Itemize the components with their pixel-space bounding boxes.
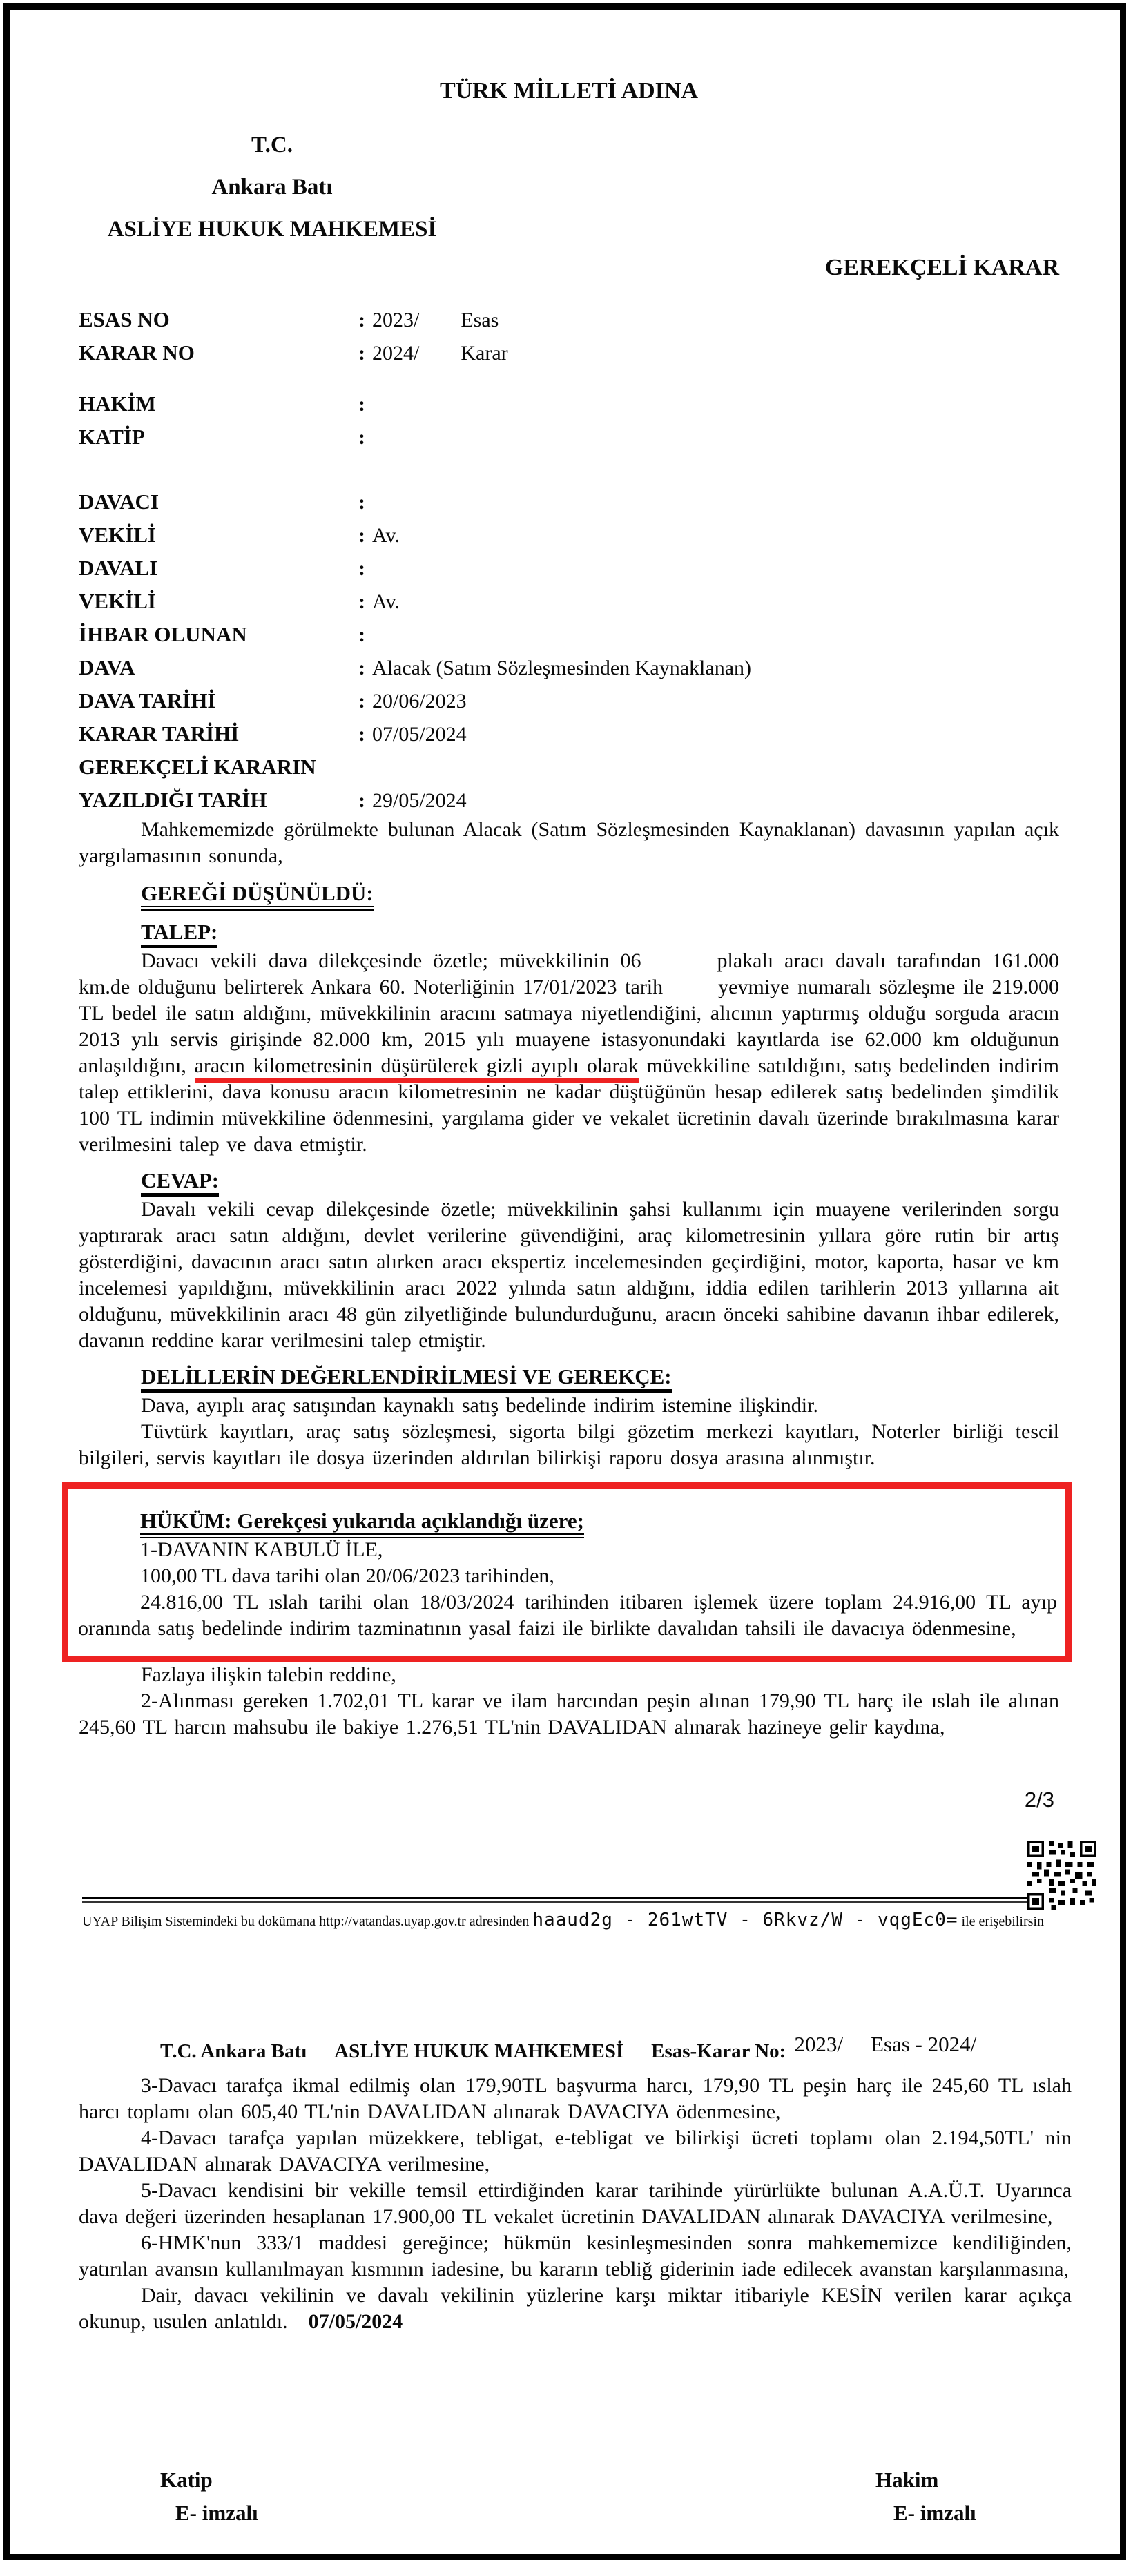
info-row-dava-tarihi (79, 684, 1059, 717)
after-box-paragraph-2: 2-Alınması gereken 1.702,01 TL karar ve ilam harcından peşin alınan 179,90 TL harç ile ıslah ile alınan 245,60 TL harcın mahsubu ile bakiye 1.276,51 TL'nin DAVALIDAN alınarak hazineye gelir kaydına, (79, 1689, 1059, 1739)
uyap-footer-prefix: UYAP Bilişim Sistemindeki bu dokümana http://vatandas.uyap.gov.tr adresinden (82, 1914, 530, 1929)
info-row-hakim (79, 387, 1059, 420)
after-box-paragraph-1: Fazlaya ilişkin talebin reddine, (141, 1663, 396, 1686)
footer-divider-line (82, 1897, 1027, 1903)
case-info-table (79, 303, 1059, 817)
info-value: 29/05/2024 (372, 789, 467, 812)
decision-item-4: 4-Davacı tarafça yapılan müzekkere, tebligat, e-tebligat ve bilirkişi ücreti toplamı olan 2.194,50TL' nin DAVALIDAN alınarak DAVACIYA verilmesine, (79, 2127, 1072, 2176)
court-header-name: ASLİYE HUKUK MAHKEMESİ (107, 217, 437, 242)
info-row-karar-tarihi (79, 717, 1059, 750)
info-label: KATİP (79, 425, 145, 449)
hakim-esignature: E- imzalı (893, 2501, 976, 2525)
uyap-footer-suffix: ile erişebilirsin (961, 1914, 1044, 1929)
uyap-footer (82, 1910, 1044, 1930)
gerekce-paragraph-2: Tüvtürk kayıtları, araç satış sözleşmesi, sigorta bilgi gözetim merkezi kayıtları, Noterler birliği tescil bilgileri, servis kayıtları ile dosya üzerinden aldırılan bilirkişi raporu dosya arasına alınmıştır. (79, 1420, 1059, 1469)
info-row-vekili-1 (79, 519, 1059, 552)
hukum-item-1: 1-DAVANIN KABULÜ İLE, (140, 1538, 383, 1561)
info-colon: : (358, 657, 365, 679)
page2-header-esas-no: 2023/ (794, 2032, 843, 2056)
page2-header-court-name: ASLİYE HUKUK MAHKEMESİ (334, 2040, 624, 2062)
talep-seg2: plakalı aracı davalı tarafından 161.000 km.de olduğunu belirterek Ankara 60. Noterliğinin 17/01/2023 tarih (79, 949, 1059, 998)
page2-header-court: T.C. Ankara Batı (160, 2040, 307, 2062)
gerekce-paragraph-1: Dava, ayıplı araç satışından kaynaklı satış bedelinde indirim istemine ilişkindir. (141, 1394, 818, 1417)
decision-item-6: 6-HMK'nun 333/1 maddesi gereğince; hükmün kesinleşmesinden sonra mahkememizce kendiliğinden, yatırılan avansın kullanılmayan kısmının iadesine, bu kararın tebliğ giderinin iade edilecek avanstan karşılanmasına, (79, 2231, 1072, 2280)
info-colon: : (358, 557, 365, 580)
court-header (72, 124, 472, 251)
intro-paragraph: Mahkememizde görülmekte bulunan Alacak (Satım Sözleşmesinden Kaynaklanan) davasının yapılan açık yargılamasının sonunda, (79, 818, 1059, 867)
red-underlined-phrase: aracın kilometresinin düşürülerek gizli ayıplı olarak (195, 1054, 639, 1083)
info-label: HAKİM (79, 391, 156, 416)
page-number: 2/3 (1024, 1788, 1054, 1812)
court-decision-page (3, 3, 1126, 2560)
info-value: 2024/ (372, 342, 420, 365)
info-row-davaci (79, 485, 1059, 519)
info-label: VEKİLİ (79, 589, 156, 613)
decision-item-5: 5-Davacı kendisini bir vekille temsil ettirdiğinden karar tarihinde yürürlükte bulunan A.A.Ü.T. Uyarınca dava değeri üzerinden hesaplanan 17.900,00 TL vekalet ücretinin DAVALIDAN alınarak DAVACIYA verilmesine, (79, 2179, 1072, 2228)
info-value-suffix: Esas (461, 309, 499, 331)
info-row-karar-no (79, 336, 1059, 369)
info-label: DAVACI (79, 490, 159, 514)
qr-code (1027, 1841, 1096, 1910)
decision-date: 07/05/2024 (308, 2310, 403, 2333)
info-row-vekili-2 (79, 585, 1059, 618)
talep-seg4: müvekkiline satıldığını, satış bedelinden indirim talep ettiklerini, dava konusu aracın kilometresinin ne kadar düştüğünün hesap edilerek satış bedelinden şimdilik 100 TL indimin müvekkiline ödenmesini, yargılama gider ve vekalet ücretinin davalı üzerinde bırakılmasına karar verilmesini talep ve dava etmiştir. (79, 1054, 1059, 1156)
page2-header-karar-no: Esas - 2024/ (870, 2032, 977, 2056)
info-label: KARAR TARİHİ (79, 722, 240, 746)
page2-body (79, 2073, 1072, 2335)
section-heading-cevap: CEVAP: (141, 1165, 1059, 1197)
info-row-ihbar-olunan (79, 618, 1059, 651)
hukum-item-3: 24.816,00 TL ıslah tarihi olan 18/03/2024 tarihinden itibaren işlemek üzere toplam 24.916,00 TL ayıp oranında satış bedelinde indirim tazminatının yasal faizi ile birlikte davalıdan tahsili ile davacıya ödenmesine, (78, 1591, 1057, 1640)
page-content (10, 76, 1120, 1741)
info-colon: : (358, 789, 365, 812)
court-header-tc: T.C. (251, 133, 293, 157)
info-row-katip (79, 420, 1059, 454)
info-label: ESAS NO (79, 307, 170, 331)
talep-seg3: yevmiye numaralı sözleşme ile 219.000 TL bedel ile satın aldığını, müvekkilinin aracını satmaya niyetlendiğini, alıcının yaptırmış olduğu sorguda aracın 2013 yılı servis girişinde 82.000 km, 2015 yılı muayene istasyonundaki kayıtlarda ise 62.000 km olduğunun anlaşıldığını, (79, 976, 1059, 1077)
dair-closing-paragraph (79, 2283, 1072, 2335)
cevap-paragraph: Davalı vekili cevap dilekçesinde özetle; müvekkilinin şahsi kullanımı için muayene verilerinden sorgu yaptırarak aracı satın aldığını, devlet verilerine güvendiğini, araç kilometresinin yıllara göre rutin bir artış gösterdiğini, davacının aracı satın alırken aracı ekspertiz incelemesinden geçirdiğini, motor, kaporta, hasar ve km incelemesi yapıldığını, müvekkilinin aracı 2022 yılında satın aldığını, iddia edilen tarihlerin 2013 yıllarına ait olduğunu, müvekkilinin aracı 48 gün zilyetliğinde bulundurduğunu, aracın önceki sahibine davanın ihbar edilerek, davanın reddine karar verilmesini talep etmiştir. (79, 1198, 1059, 1352)
banner-title: TÜRK MİLLETİ ADINA (439, 78, 699, 104)
hukum-item-2: 100,00 TL dava tarihi olan 20/06/2023 tarihinden, (140, 1565, 554, 1587)
info-colon: : (358, 393, 365, 416)
info-label: DAVALI (79, 556, 158, 580)
info-colon: : (358, 590, 365, 613)
info-colon: : (358, 524, 365, 547)
info-label: KARAR NO (79, 340, 195, 365)
hakim-title: Hakim (875, 2468, 939, 2492)
info-colon: : (358, 723, 365, 746)
uyap-access-code: haaud2g - 261wtTV - 6Rkvz/W - vqgEc0= (532, 1910, 958, 1930)
decision-item-3: 3-Davacı tarafça ikmal edilmiş olan 179,90TL başvurma harcı, 179,90 TL peşin harç ile 245,60 TL ıslah harcı toplamı olan 605,40 TL'nin DAVALIDAN alınarak DAVACIYA ödenmesine, (79, 2074, 1072, 2123)
page2-header (160, 2032, 977, 2063)
info-value: 20/06/2023 (372, 690, 467, 713)
document-title: GEREKÇELİ KARAR (824, 255, 1059, 280)
info-colon: : (358, 426, 365, 449)
katip-title: Katip (160, 2468, 213, 2492)
info-colon: : (358, 491, 365, 514)
info-row-gerekceli-kararin (79, 750, 1059, 784)
info-value-suffix: Karar (461, 342, 508, 365)
info-colon: : (358, 309, 365, 331)
info-row-dava (79, 651, 1059, 684)
page2-header-label: Esas-Karar No: (651, 2040, 786, 2062)
info-colon: : (358, 342, 365, 365)
info-row-yazildigi-tarih (79, 784, 1059, 817)
court-header-city: Ankara Batı (211, 175, 333, 200)
dair-text: Dair, davacı vekilinin ve davalı vekilinin yüzlerine karşı miktar itibariyle KESİN verilen karar açıkça okunup, usulen anlatıldı. (79, 2284, 1072, 2333)
section-heading-geregi: GEREĞİ DÜŞÜNÜLDÜ: (141, 878, 1059, 909)
info-value: Av. (372, 524, 400, 547)
info-label: YAZILDIĞI TARİH (79, 788, 267, 812)
info-value: 07/05/2024 (372, 723, 467, 746)
talep-paragraph (79, 948, 1059, 1158)
hukum-highlight-box (62, 1482, 1072, 1662)
info-colon: : (358, 690, 365, 713)
info-value: Alacak (Satım Sözleşmesinden Kaynaklanan) (372, 657, 751, 679)
section-heading-deliller: DELİLLERİN DEĞERLENDİRİLMESİ VE GEREKÇE: (141, 1361, 1059, 1393)
info-label: DAVA TARİHİ (79, 688, 216, 713)
info-value: 2023/ (372, 309, 420, 331)
info-value: Av. (372, 590, 400, 613)
katip-esignature: E- imzalı (175, 2501, 258, 2525)
info-label: DAVA (79, 655, 135, 679)
info-label: İHBAR OLUNAN (79, 622, 247, 646)
info-label: GEREKÇELİ KARARIN (79, 755, 316, 779)
info-row-esas-no (79, 303, 1059, 336)
info-label: VEKİLİ (79, 523, 156, 547)
info-row-davali (79, 552, 1059, 585)
talep-seg1: Davacı vekili dava dilekçesinde özetle; müvekkilinin 06 (141, 949, 641, 972)
section-heading-hukum: HÜKÜM: Gerekçesi yukarıda açıklandığı üzere; (140, 1505, 1057, 1537)
info-colon: : (358, 623, 365, 646)
section-heading-talep: TALEP: (141, 916, 1059, 948)
